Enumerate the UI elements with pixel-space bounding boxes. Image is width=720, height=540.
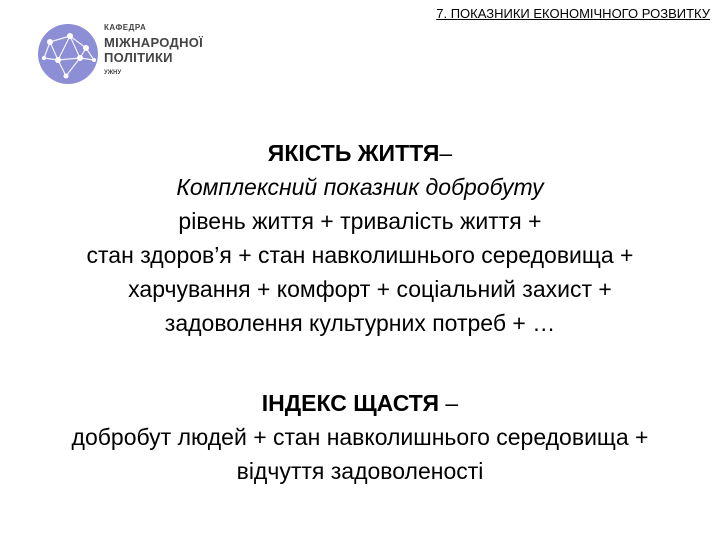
logo-line-university: УЖНУ <box>104 70 122 76</box>
quality-of-life-dash: – <box>439 140 453 166</box>
quality-of-life-heading-line <box>0 136 720 170</box>
quality-of-life-line-1: рівень життя + тривалість життя + <box>178 208 542 234</box>
department-logo <box>36 22 216 94</box>
globe-network-icon <box>36 22 100 86</box>
quality-of-life-line-3: харчування + комфорт + соціальний захист + <box>128 276 612 302</box>
section-gap <box>0 340 720 386</box>
slide-body <box>0 136 720 488</box>
logo-line-policy: ПОЛІТИКИ <box>104 50 173 65</box>
happiness-index-heading: ІНДЕКС ЩАСТЯ <box>261 390 440 416</box>
quality-of-life-line-2: стан здоров’я + стан навколишнього середовища + <box>86 242 634 268</box>
happiness-index-dash: – <box>439 390 459 416</box>
quality-of-life-heading: ЯКІСТЬ ЖИТТЯ <box>267 140 440 166</box>
logo-line-department: КАФЕДРА <box>104 23 147 32</box>
happiness-index-line-1: добробут людей + стан навколишнього середовища + <box>71 424 649 450</box>
slide-header-title: 7. ПОКАЗНИКИ ЕКОНОМІЧНОГО РОЗВИТКУ <box>436 6 710 21</box>
quality-of-life-subtitle: Комплексний показник добробуту <box>176 174 544 200</box>
happiness-index-line-2: відчуття задоволеності <box>236 458 484 484</box>
happiness-index-heading-line <box>0 386 720 420</box>
logo-line-international: МІЖНАРОДНОЇ <box>104 35 204 50</box>
logo-text <box>104 24 203 76</box>
quality-of-life-line-4: задоволення культурних потреб + … <box>164 310 556 336</box>
